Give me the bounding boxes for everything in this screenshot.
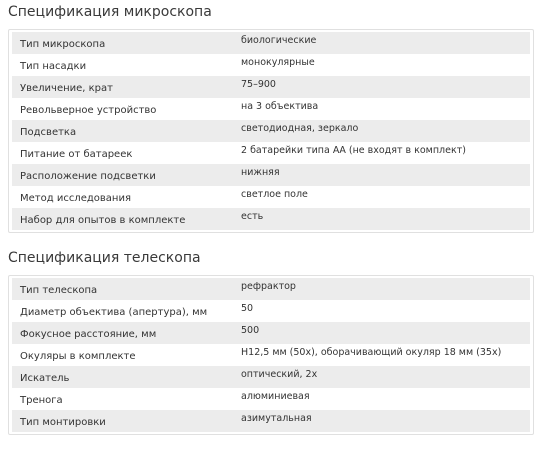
spec-label: Тип монтировки: [20, 417, 106, 428]
spec-value: H12,5 мм (50x), оборачивающий окуляр 18 мм (35x): [241, 347, 502, 358]
spec-row: [12, 322, 530, 344]
spec-label: Тип телескопа: [20, 285, 98, 296]
spec-value: 2 батарейки типа АА (не входят в комплект): [241, 145, 466, 156]
spec-value: оптический, 2x: [241, 369, 318, 380]
spec-value: 75–900: [241, 79, 276, 90]
spec-row: [12, 344, 530, 366]
spec-row: [12, 186, 530, 208]
spec-value: светлое поле: [241, 189, 308, 200]
spec-label: Фокусное расстояние, мм: [20, 329, 157, 340]
spec-row: [12, 142, 530, 164]
spec-value: светодиодная, зеркало: [241, 123, 359, 134]
spec-row: [12, 76, 530, 98]
spec-row: [12, 98, 530, 120]
spec-value: 50: [241, 303, 254, 314]
spec-row: [12, 32, 530, 54]
spec-label: Тренога: [20, 395, 63, 406]
spec-label: Искатель: [20, 373, 70, 384]
spec-value: нижняя: [241, 167, 280, 178]
spec-label: Расположение подсветки: [20, 171, 156, 182]
microscope-spec-title: Спецификация микроскопа: [8, 4, 212, 20]
spec-value: рефрактор: [241, 281, 296, 292]
spec-label: Револьверное устройство: [20, 105, 157, 116]
spec-row: [12, 366, 530, 388]
spec-label: Окуляры в комплекте: [20, 351, 136, 362]
spec-value: монокулярные: [241, 57, 315, 68]
spec-label: Подсветка: [20, 127, 77, 138]
spec-label: Тип микроскопа: [20, 39, 106, 50]
spec-value: азимутальная: [241, 413, 312, 424]
spec-row: [12, 278, 530, 300]
spec-label: Питание от батареек: [20, 149, 133, 160]
microscope-spec-table: [8, 29, 534, 233]
spec-value: биологические: [241, 35, 317, 46]
spec-row: [12, 208, 530, 230]
telescope-spec-table: [8, 275, 534, 435]
spec-value: на 3 объектива: [241, 101, 319, 112]
spec-row: [12, 54, 530, 76]
spec-row: [12, 388, 530, 410]
spec-label: Метод исследования: [20, 193, 131, 204]
spec-row: [12, 120, 530, 142]
spec-label: Тип насадки: [20, 61, 87, 72]
spec-value: 500: [241, 325, 260, 336]
spec-value: есть: [241, 211, 264, 222]
telescope-spec-title: Спецификация телескопа: [8, 250, 201, 266]
spec-value: алюминиевая: [241, 391, 310, 402]
spec-label: Набор для опытов в комплекте: [20, 215, 186, 226]
spec-label: Увеличение, крат: [20, 83, 113, 94]
spec-row: [12, 410, 530, 432]
spec-row: [12, 300, 530, 322]
spec-label: Диаметр объектива (апертура), мм: [20, 307, 208, 318]
spec-row: [12, 164, 530, 186]
